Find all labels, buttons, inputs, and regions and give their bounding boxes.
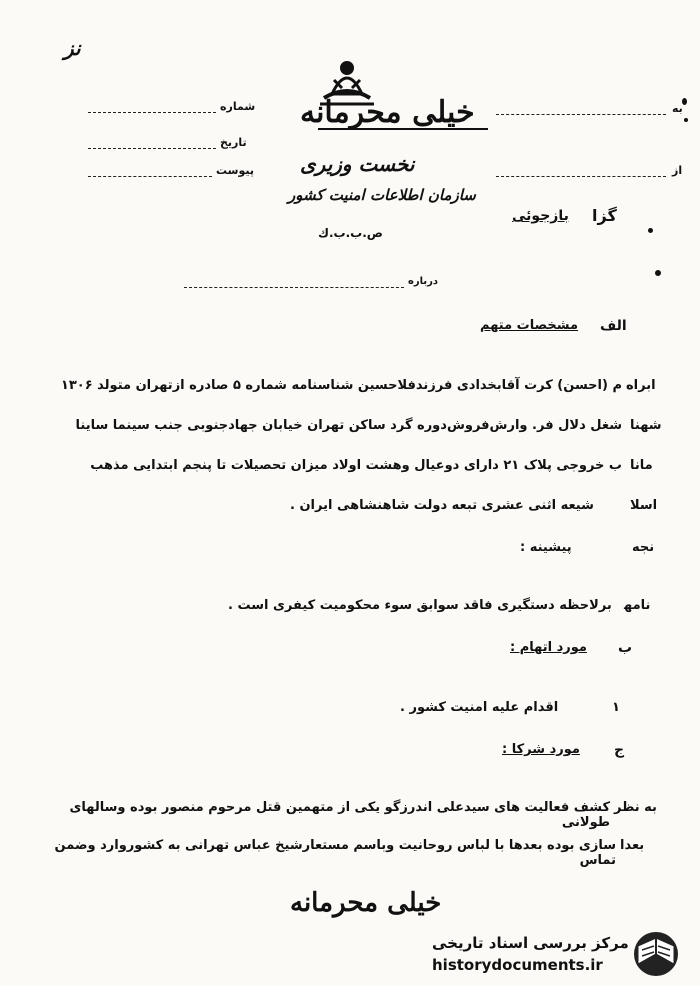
about-line [184, 287, 404, 288]
field-number-line [88, 112, 216, 113]
stamp-underline [318, 128, 488, 130]
confidential-stamp-bottom: ﺧﯿﻠﯽ ﻣﺤﺮﻣﺎﻧﻪ [290, 888, 442, 918]
section-a-label: اﻟﻒ [600, 318, 627, 334]
section-b-title: ﻣﻮرد اﺗﻬﺎم : [510, 640, 587, 655]
section-a-title: ﻣﺸﺨﺼﺎت ﻣﺘﻬﻢ [480, 318, 579, 333]
charge-text: اﻗﺪام ﻋﻠﯿﻪ اﻣﻨﯿﺖ ﮐﺸﻮر . [400, 700, 559, 715]
line3-label: ﻣﺎﻧﺎ [630, 458, 653, 473]
body-line-4: ﺷﯿﻌﻪ اﺛﻨﯽ ﻋﺸﺮی ﺗﺒﻌﻪ دوﻟﺖ ﺷﺎﻫﻨﺸﺎﻫﯽ اﯾﺮان . [290, 498, 594, 513]
field-date-label: ﺗﺎرﯾﺦ [220, 136, 247, 149]
line8-label: ﺑﻌﺪا [620, 838, 645, 853]
section-b-label: ب [618, 640, 633, 656]
ministry-title: ﻧﺨﺴﺖ وزﯾﺮی [300, 152, 415, 176]
body-line-2: ﺷﻐﻞ دﻻل ﻓﺮ. وارش‌ﻓﺮوش‌دوره ﮔﺮد ﺳﺎﮐﻦ ﺗﻬﺮان ﺧﯿﺎﺑﺎن ﺟﻬﺎدﺟﻨﻮﺑﯽ ﺟﻨﺐ ﺳﯿﻨﻤﺎ ﺳﺎﯾﻨﺎ [75, 418, 622, 433]
body-line-6: ﺑﺮﻻﺣﻈﻪ دﺳﺘﮕﯿﺮی ﻓﺎﻗﺪ ﺳﻮاﺑﻖ ﺳﻮء ﻣﺤﮑﻮﻣﯿﺖ ﮐﯿﻔﺮی اﺳﺖ . [228, 598, 612, 613]
addressee-value: ﺑﺎزﺟﻮﺋﯽ [512, 208, 569, 224]
line4-label: اﺳﻼ [630, 498, 658, 513]
watermark-url: historydocuments.ir [432, 956, 603, 974]
body-line-1: م (اﺣﺴﻦ) ﮐﺮت آﻗﺎﺑﺨﺪادی ﻓﺮزﻧﺪﻓﻼﺣﺴﯿﻦ ﺷﻨﺎﺳﻨﺎﻣﻪ ﺷﻤﺎره ۵ ﺻﺎدره ازﺗﻬﺮان ﻣﺘﻮﻟﺪ ۱۳۰۶ [60, 378, 622, 393]
confidential-stamp-top: ﺧﯿﻠﯽ ﻣﺤﺮﻣﺎﻧﻪ [300, 95, 475, 130]
line1-label: اﺑﺮاه [626, 378, 656, 393]
line5-label: ﻧﺠﻪ [632, 540, 655, 555]
charge-label: ۱ [612, 700, 620, 715]
watermark-title: ﻣﺮﮐﺰ ﺑﺮرﺳﯽ اﺳﻨﺎد ﺗﺎرﯾﺨﯽ [432, 934, 629, 952]
field-number-label: ﺷﻤﺎره [220, 100, 256, 113]
scan-speck [684, 118, 688, 122]
field-enclosure-line [88, 176, 212, 177]
section-c-title: ﻣﻮرد ﺷﺮﮐﺎ : [502, 742, 580, 757]
organization-title: ﺳﺎزﻣﺎن اﻃﻼﻋﺎت اﻣﻨﯿﺖ ﮐﺸﻮر [288, 186, 476, 204]
reference-code: ص.ب.ب.ك [318, 226, 383, 240]
body-line-7: ﮐﺸﻒ ﻓﻌﺎﻟﯿﺖ ﻫﺎی ﺳﯿﺪﻋﻠﯽ اﻧﺪرزﮔﻮ ﯾﮑﯽ از ﻣﺘﻬﻤﯿﻦ ﻗﺘﻞ ﻣﺮﺣﻮم ﻣﻨﺼﻮر ﺑﻮده وﺳﺎﻟﻬﺎی ﻃﻮﻻﻧﯽ [69, 800, 610, 830]
line7-label: ﺑﻪ ﻧﻈﺮ [614, 800, 657, 815]
body-line-5: ﭘﯿﺸﯿﻨﻪ : [520, 540, 572, 555]
line2-label: ﺷﻬﻨﺎ [630, 418, 662, 433]
corner-handwritten-mark: ﻧﺰ [64, 36, 81, 60]
to-line [496, 114, 666, 115]
section-c-label: ج [614, 742, 625, 758]
body-line-8: ﺳﺎزی ﺑﻮده ﺑﻌﺪﻫﺎ ﺑﺎ ﻟﺒﺎس روﺣﺎﻧﯿﺖ وﺑﺎﺳﻢ ﻣﺴﺘﻌﺎرﺷﯿﺦ ﻋﺒﺎس ﺗﻬﺮاﻧﯽ ﺑﻪ ﮐﺸﻮروارد وﺿﻤﻦ ﺗﻤﺎس [54, 838, 616, 868]
about-label: درﺑﺎره [408, 276, 439, 287]
body-line-3: ب ﺧﺮوﺟﯽ ﭘﻼک ۲۱ دارای دوﻋﯿﺎل وﻫﺸﺖ اوﻻد ﻣﯿﺰان ﺗﺤﺼﯿﻼت ﺗﺎ ﭘﻨﺠﻢ اﺑﺘﺪاﯾﯽ ﻣﺬﻫﺐ [90, 458, 622, 473]
scan-speck [648, 228, 653, 233]
from-label: از [672, 164, 683, 177]
from-line [496, 176, 666, 177]
addressee-label: ﮔﺰا [592, 206, 617, 225]
field-date-line [88, 148, 216, 149]
to-label: ﺑﻪ [672, 102, 683, 115]
open-book-logo-icon [628, 930, 684, 978]
scan-speck [655, 270, 661, 276]
field-enclosure-label: ﭘﯿﻮﺳﺖ [216, 164, 254, 177]
line6-label: ﻧﺎﻣﻬ [624, 598, 651, 613]
